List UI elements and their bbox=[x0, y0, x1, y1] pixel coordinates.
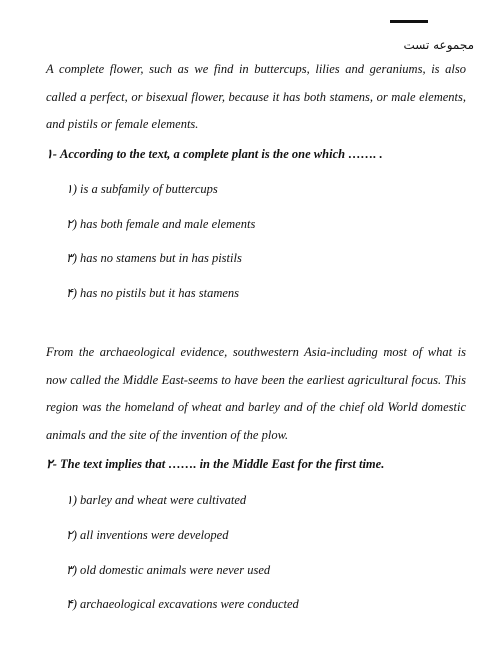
question-2-option-2: ۲) all inventions were developed bbox=[66, 528, 229, 542]
passage-1: A complete flower, such as we find in buttercups, lilies and geraniums, is also called a perfect, or bisexual flower, because it has both stamens, or male elements, and pistils or female elements. bbox=[46, 62, 466, 131]
question-1-option-1: ۱) is a subfamily of buttercups bbox=[66, 182, 218, 196]
question-1-option-4: ۴) has no pistils but it has stamens bbox=[66, 286, 240, 300]
page-title: مجموعه تست bbox=[403, 38, 474, 52]
question-2-option-4: ۴) archaeological excavations were conducted bbox=[66, 597, 299, 611]
question-2-option-3: ۳) old domestic animals were never used bbox=[66, 563, 271, 577]
question-1: ۱- According to the text, a complete plant is the one which ……. . bbox=[46, 147, 383, 161]
question-2: ۲- The text implies that ……. in the Middle East for the first time. bbox=[46, 457, 385, 471]
question-2-option-1: ۱) barley and wheat were cultivated bbox=[66, 493, 247, 507]
passage-2: From the archaeological evidence, southwestern Asia-including most of what is now called the Middle East-seems to have been the earliest agricultural focus. This region was the homeland of wheat and barley and of the chief old World domestic animals and the site of the invention of the plow. bbox=[46, 345, 466, 442]
question-1-option-2: ۲) has both female and male elements bbox=[66, 217, 256, 231]
header-rule bbox=[390, 20, 428, 23]
question-1-option-3: ۳) has no stamens but in has pistils bbox=[66, 251, 242, 265]
